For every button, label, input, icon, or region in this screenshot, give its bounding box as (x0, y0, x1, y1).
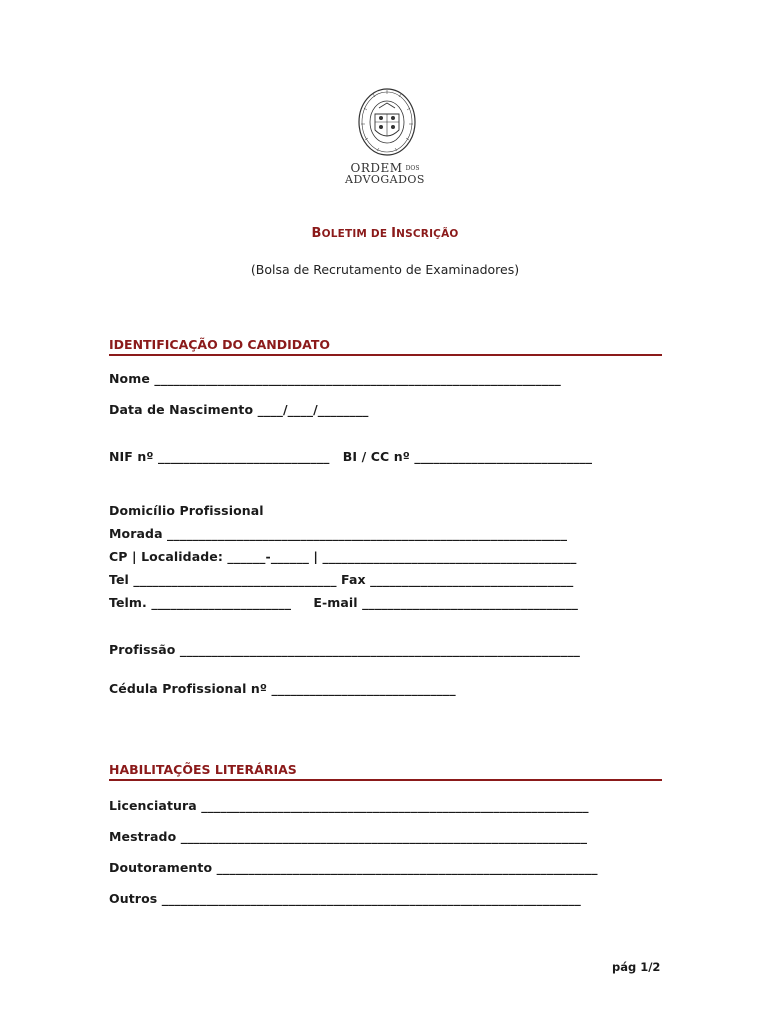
field-doutoramento[interactable]: Doutoramento ____________________________________________________________ (109, 860, 598, 875)
field-morada[interactable]: Morada _______________________________________________________________ (109, 526, 568, 541)
field-profissao[interactable]: Profissão _______________________________________________________________ (109, 642, 580, 657)
domicilio-heading: Domicílio Profissional (109, 503, 264, 518)
section-identificacao: IDENTIFICAÇÃO DO CANDIDATO (109, 337, 662, 356)
seal-emblem (357, 86, 417, 156)
title-cap1: B (311, 226, 322, 241)
field-mestrado[interactable]: Mestrado ________________________________________________________________ (109, 829, 588, 844)
title-rest2: NSCRIÇÃO (396, 228, 459, 240)
field-outros[interactable]: Outros __________________________________________________________________ (109, 891, 581, 906)
title-cap2: I (391, 226, 397, 241)
field-cedula[interactable]: Cédula Profissional nº _____________________________ (109, 681, 456, 696)
field-nif-bi[interactable]: NIF nº ___________________________ BI / CC nº ____________________________ (109, 449, 593, 464)
title-rest1: OLETIM DE (321, 228, 392, 240)
field-licenciatura[interactable]: Licenciatura _____________________________________________________________ (109, 798, 589, 813)
page-number: pág 1/2 (612, 960, 661, 974)
field-cp-localidade[interactable]: CP | Localidade: ______-______ | ________________________________________ (109, 549, 577, 564)
field-telm-email[interactable]: Telm. ______________________ E-mail __________________________________ (109, 595, 579, 610)
org-dos: DOS (405, 165, 420, 172)
page-title (0, 226, 770, 241)
page-subtitle: (Bolsa de Recrutamento de Examinadores) (250, 262, 520, 277)
field-nome[interactable]: Nome ________________________________________________________________ (109, 371, 561, 386)
field-data-nascimento[interactable]: Data de Nascimento ____/____/________ (109, 402, 369, 417)
org-line2: ADVOGADOS (345, 173, 425, 186)
org-name (335, 163, 435, 185)
section-habilitacoes: HABILITAÇÕES LITERÁRIAS (109, 762, 662, 781)
org-line1: ORDEM (350, 161, 403, 175)
field-tel-fax[interactable]: Tel ________________________________ Fax ________________________________ (109, 572, 574, 587)
